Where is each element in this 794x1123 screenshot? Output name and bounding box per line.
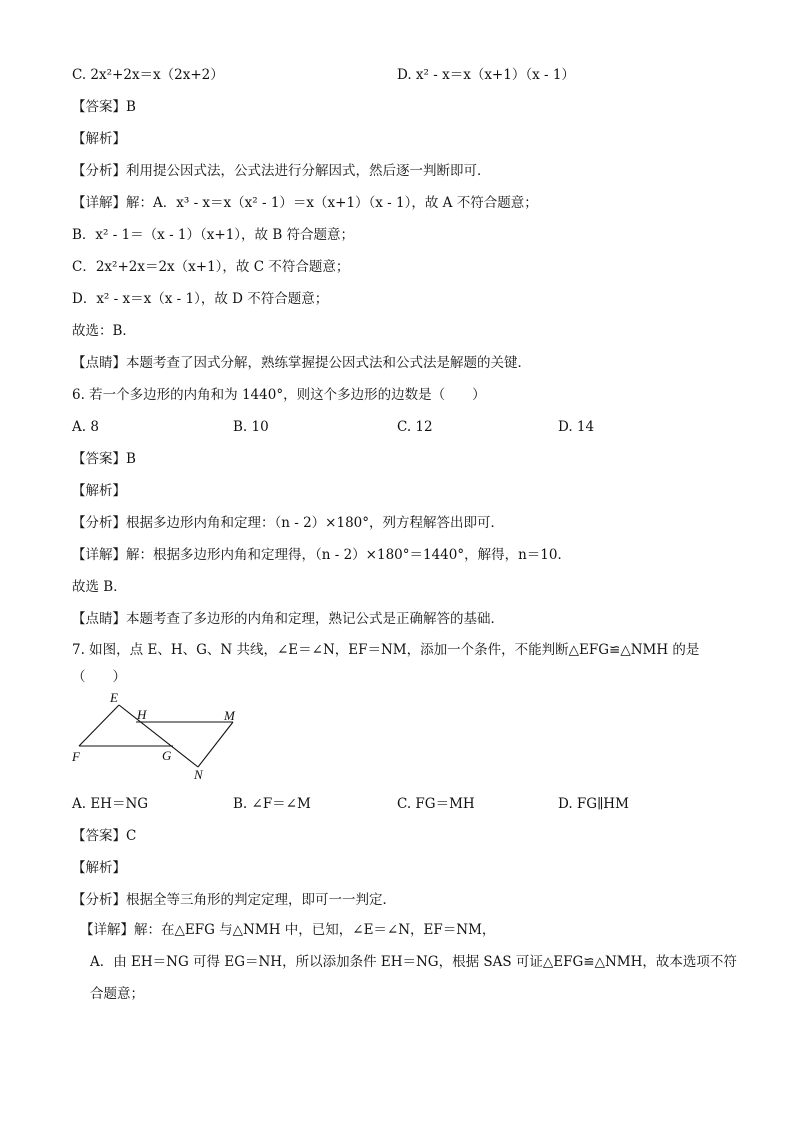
label-e: E	[110, 690, 118, 705]
q6-answer: 【答案】B	[72, 451, 136, 467]
q7-option-a-line2: 合题意；	[90, 986, 144, 1002]
label-f: F	[72, 749, 80, 764]
q5-step-c: C．2x²+2x＝2x（x+1），故 C 不符合题意；	[72, 259, 350, 275]
q6-analysis-title: 【解析】	[72, 483, 126, 499]
q5-fenxi: 【分析】利用提公因式法，公式法进行分解因式，然后逐一判断即可．	[72, 163, 491, 179]
q6-xiangjie: 【详解】解：根据多边形内角和定理得，（n - 2）×180°＝1440°，解得，n＝10．	[72, 547, 571, 563]
q6-option-d: D. 14	[558, 419, 595, 435]
q7-option-b: B. ∠F＝∠M	[233, 796, 311, 812]
segment-ef	[79, 705, 119, 746]
q7-analysis-title: 【解析】	[72, 860, 126, 876]
q6-option-c: C. 12	[397, 419, 433, 435]
label-n: N	[194, 767, 203, 782]
q7-geometry-figure	[60, 686, 260, 786]
q7-option-a: A. EH＝NG	[72, 796, 149, 812]
q5-analysis-title: 【解析】	[72, 131, 126, 147]
q6-option-a: A. 8	[72, 419, 99, 435]
q7-option-d: D. FG∥HM	[558, 796, 629, 812]
q6-stem: 6. 若一个多边形的内角和为 1440°，则这个多边形的边数是（ ）	[72, 387, 486, 403]
segment-mn	[198, 722, 233, 767]
q6-dianjing: 【点睛】本题考查了多边形的内角和定理，熟记公式是正确解答的基础．	[72, 611, 504, 627]
q7-xiangjie: 【详解】解：在△EFG 与△NMH 中，已知，∠E＝∠N，EF＝NM，	[80, 922, 496, 938]
q5-dianjing: 【点睛】本题考查了因式分解，熟练掌握提公因式法和公式法是解题的关键．	[72, 355, 531, 371]
q5-option-c: C. 2x²+2x＝x（2x+2）	[72, 67, 224, 83]
label-m: M	[224, 708, 235, 723]
q7-stem-paren: （ ）	[72, 669, 126, 685]
q5-answer: 【答案】B	[72, 99, 136, 115]
q6-option-b: B. 10	[233, 419, 269, 435]
q7-option-a-line1: A．由 EH＝NG 可得 EG＝NH，所以添加条件 EH＝NG，根据 SAS 可证△EFG≌△NMH，故本选项不符	[90, 954, 737, 970]
q5-option-d: D. x² - x＝x（x+1）（x - 1）	[397, 67, 575, 83]
q5-choose: 故选：B．	[72, 323, 136, 339]
q5-step-b: B．x² - 1＝（x - 1）（x+1），故 B 符合题意；	[72, 227, 355, 243]
q7-fenxi: 【分析】根据全等三角形的判定定理，即可一一判定．	[72, 892, 396, 908]
label-h: H	[137, 707, 147, 722]
q7-option-c: C. FG＝MH	[397, 796, 475, 812]
q6-fenxi: 【分析】根据多边形内角和定理：（n - 2）×180°，列方程解答出即可．	[72, 515, 505, 531]
q7-answer: 【答案】C	[72, 828, 137, 844]
q6-choose: 故选 B．	[72, 579, 127, 595]
label-g: G	[162, 748, 172, 763]
q5-step-d: D．x² - x＝x（x - 1），故 D 不符合题意；	[72, 291, 329, 307]
q7-stem: 7. 如图，点 E、H、G、N 共线，∠E＝∠N，EF＝NM，添加一个条件，不能判断△EFG≌△NMH 的是	[72, 642, 700, 658]
segment-en	[119, 705, 198, 767]
q5-xiangjie: 【详解】解：A．x³ - x＝x（x² - 1）＝x（x+1）（x - 1），故 A 不符合题意；	[72, 195, 538, 211]
